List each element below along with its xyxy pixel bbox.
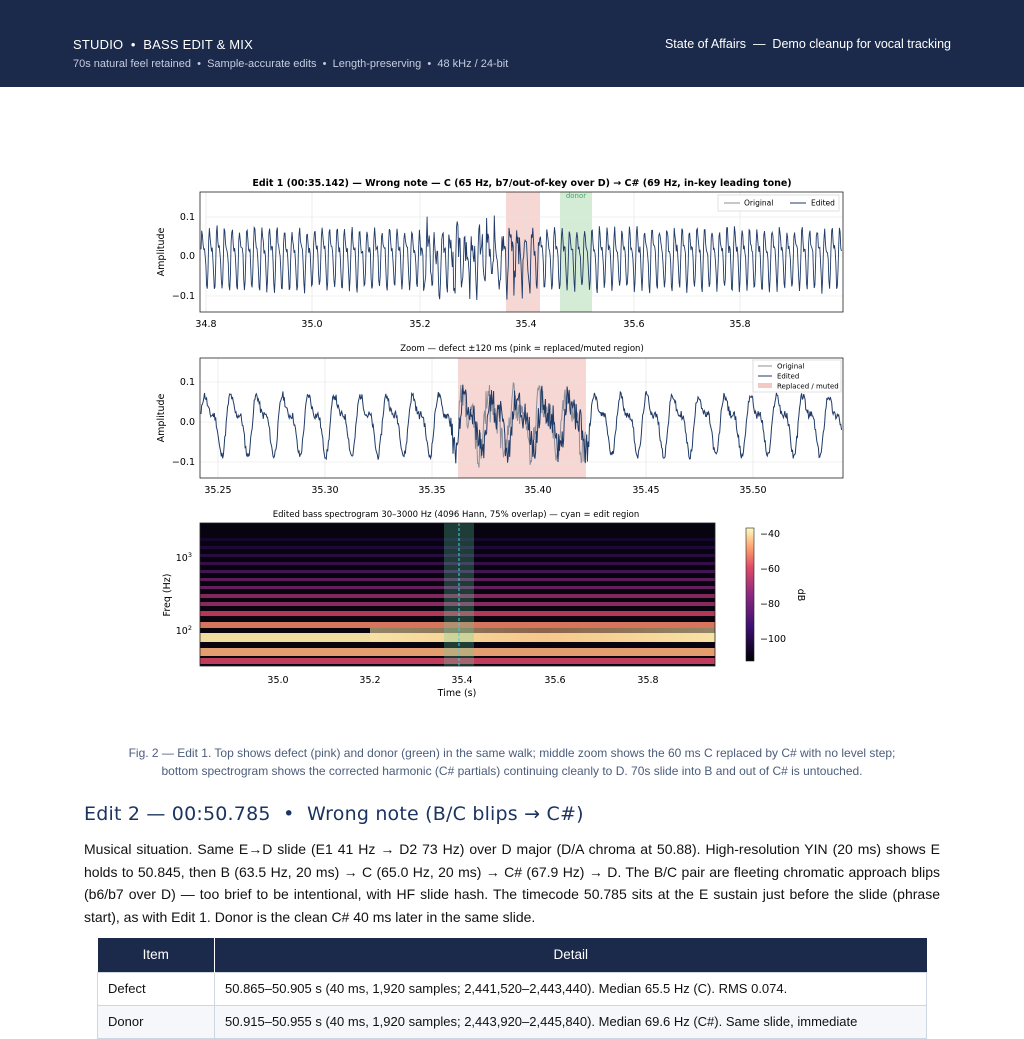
svg-text:0.0: 0.0 — [179, 417, 195, 428]
column-header-item: Item — [98, 938, 215, 972]
svg-text:Original: Original — [777, 362, 805, 371]
svg-text:Replaced / muted: Replaced / muted — [777, 382, 839, 391]
table-row — [98, 1005, 927, 1038]
panel3-axes — [162, 523, 806, 699]
panel2-ylabel: Amplitude — [156, 393, 167, 443]
header-subtitle: 70s natural feel retained • Sample-accurate edits • Length-preserving • 48 kHz / 24-bit — [73, 58, 509, 70]
project-title: State of Affairs — Demo cleanup for vocal tracking — [664, 37, 951, 51]
table-cell-item: Defect — [98, 972, 215, 1005]
panel1-axes — [156, 192, 843, 330]
svg-text:35.40: 35.40 — [524, 485, 552, 496]
section-paragraph: Musical situation. Same E→D slide (E1 41 Hz → D2 73 Hz) over D major (D/A chroma at 50.88). High-resolution YIN (20 ms) shows E holds to 50.845, then B (63.5 Hz, 20 ms) → C (65.0 Hz, 20 ms) → C# (67.9 Hz) → D. The B/C pair are fleeting chromatic approach blips (b6/b7 over D) — too brief to be intentional, with HF slide hash. The timecode 50.785 sits at the E sustain just before the slide (phrase start), as with Edit 1. Donor is the clean C# 40 ms later in the same slide. — [84, 841, 940, 925]
svg-text:Edited: Edited — [777, 372, 800, 381]
legend-original: Original — [744, 198, 774, 208]
svg-text:35.0: 35.0 — [301, 319, 323, 330]
panel3-title: Edited bass spectrogram 30–3000 Hz (4096 Hann, 75% overlap) — cyan = edit region — [272, 510, 640, 520]
panel3-yticks — [176, 551, 192, 637]
panel1-title: Edit 1 (00:35.142) — Wrong note — C (65 Hz, b7/out-of-key over D) → C# (69 Hz, in-key leading tone) — [252, 178, 792, 189]
svg-text:35.6: 35.6 — [623, 319, 645, 330]
svg-text:−0.1: −0.1 — [171, 291, 195, 302]
svg-text:−40: −40 — [760, 529, 781, 540]
panel3-ylabel: Freq (Hz) — [162, 573, 173, 617]
caption-line-1: Fig. 2 — Edit 1. Top shows defect (pink) and donor (green) in the same walk; middle zoom shows the 60 ms C replaced by C# with no level step; — [128, 746, 896, 760]
svg-text:−60: −60 — [760, 564, 781, 575]
panel1-yticks — [172, 212, 195, 302]
svg-text:35.35: 35.35 — [418, 485, 446, 496]
table-header-row — [98, 938, 927, 972]
svg-text:35.8: 35.8 — [729, 319, 751, 330]
donor-label: donor — [565, 192, 587, 200]
svg-text:35.2: 35.2 — [409, 319, 431, 330]
table-cell-detail: 50.865–50.905 s (40 ms, 1,920 samples; 2,441,520–2,443,440). Median 65.5 Hz (C). RMS 0.074. — [215, 972, 927, 1005]
svg-text:0.1: 0.1 — [179, 212, 195, 223]
svg-text:−80: −80 — [760, 599, 781, 610]
panel1-legend — [718, 195, 839, 211]
panel3-xticks — [267, 675, 658, 686]
edit-2-table — [97, 938, 927, 1039]
svg-text:0.1: 0.1 — [179, 377, 195, 388]
table-row — [98, 972, 927, 1005]
colorbar — [746, 528, 754, 661]
legend-edited: Edited — [811, 198, 835, 208]
panel2-legend — [753, 360, 841, 392]
svg-text:35.8: 35.8 — [637, 675, 659, 686]
svg-text:35.30: 35.30 — [311, 485, 339, 496]
svg-text:−100: −100 — [760, 634, 787, 645]
svg-text:35.45: 35.45 — [632, 485, 660, 496]
svg-text:35.4: 35.4 — [451, 675, 473, 686]
svg-text:34.8: 34.8 — [195, 319, 217, 330]
svg-text:35.25: 35.25 — [204, 485, 232, 496]
table-cell-detail: 50.915–50.955 s (40 ms, 1,920 samples; 2,443,920–2,445,840). Median 69.6 Hz (C#). Same slide, immediate — [215, 1005, 927, 1038]
svg-text:35.4: 35.4 — [515, 319, 537, 330]
colorbar-label: dB — [795, 588, 806, 602]
svg-text:35.50: 35.50 — [739, 485, 767, 496]
column-header-detail: Detail — [215, 938, 927, 972]
svg-text:102: $10^2$ — [175, 624, 192, 637]
svg-text:35.2: 35.2 — [359, 675, 381, 686]
svg-text:103: $10^3$ — [175, 551, 192, 564]
svg-text:−0.1: −0.1 — [171, 457, 195, 468]
svg-text:35.6: 35.6 — [544, 675, 566, 686]
panel2-title: Zoom — defect ±120 ms (pink = replaced/muted region) — [400, 344, 644, 354]
figure-svg — [150, 170, 839, 710]
table-cell-item: Donor — [98, 1005, 215, 1038]
page-header — [0, 0, 1024, 87]
panel2-yticks — [172, 377, 195, 468]
panel1-ylabel: Amplitude — [156, 227, 167, 277]
panel2-axes — [156, 358, 843, 496]
spectrogram-harmonic-highlight — [370, 628, 715, 642]
svg-text:35.0: 35.0 — [267, 675, 289, 686]
panel1-xticks — [195, 319, 750, 330]
studio-brand: STUDIO • BASS EDIT & MIX — [73, 37, 253, 52]
panel2-xticks — [204, 485, 766, 496]
figure-edit-1 — [150, 170, 839, 710]
colorbar-ticks — [760, 529, 786, 645]
caption-line-2: bottom spectrogram shows the corrected harmonic (C# partials) continuing cleanly to D. 70s slide into B and out of C# is untouched. — [161, 764, 863, 778]
svg-text:0.0: 0.0 — [179, 251, 195, 262]
figure-caption — [84, 744, 940, 780]
section-heading: Edit 2 — 00:50.785 • Wrong note (B/C blips → C#) — [84, 803, 584, 825]
panel3-xlabel: Time (s) — [437, 688, 477, 699]
